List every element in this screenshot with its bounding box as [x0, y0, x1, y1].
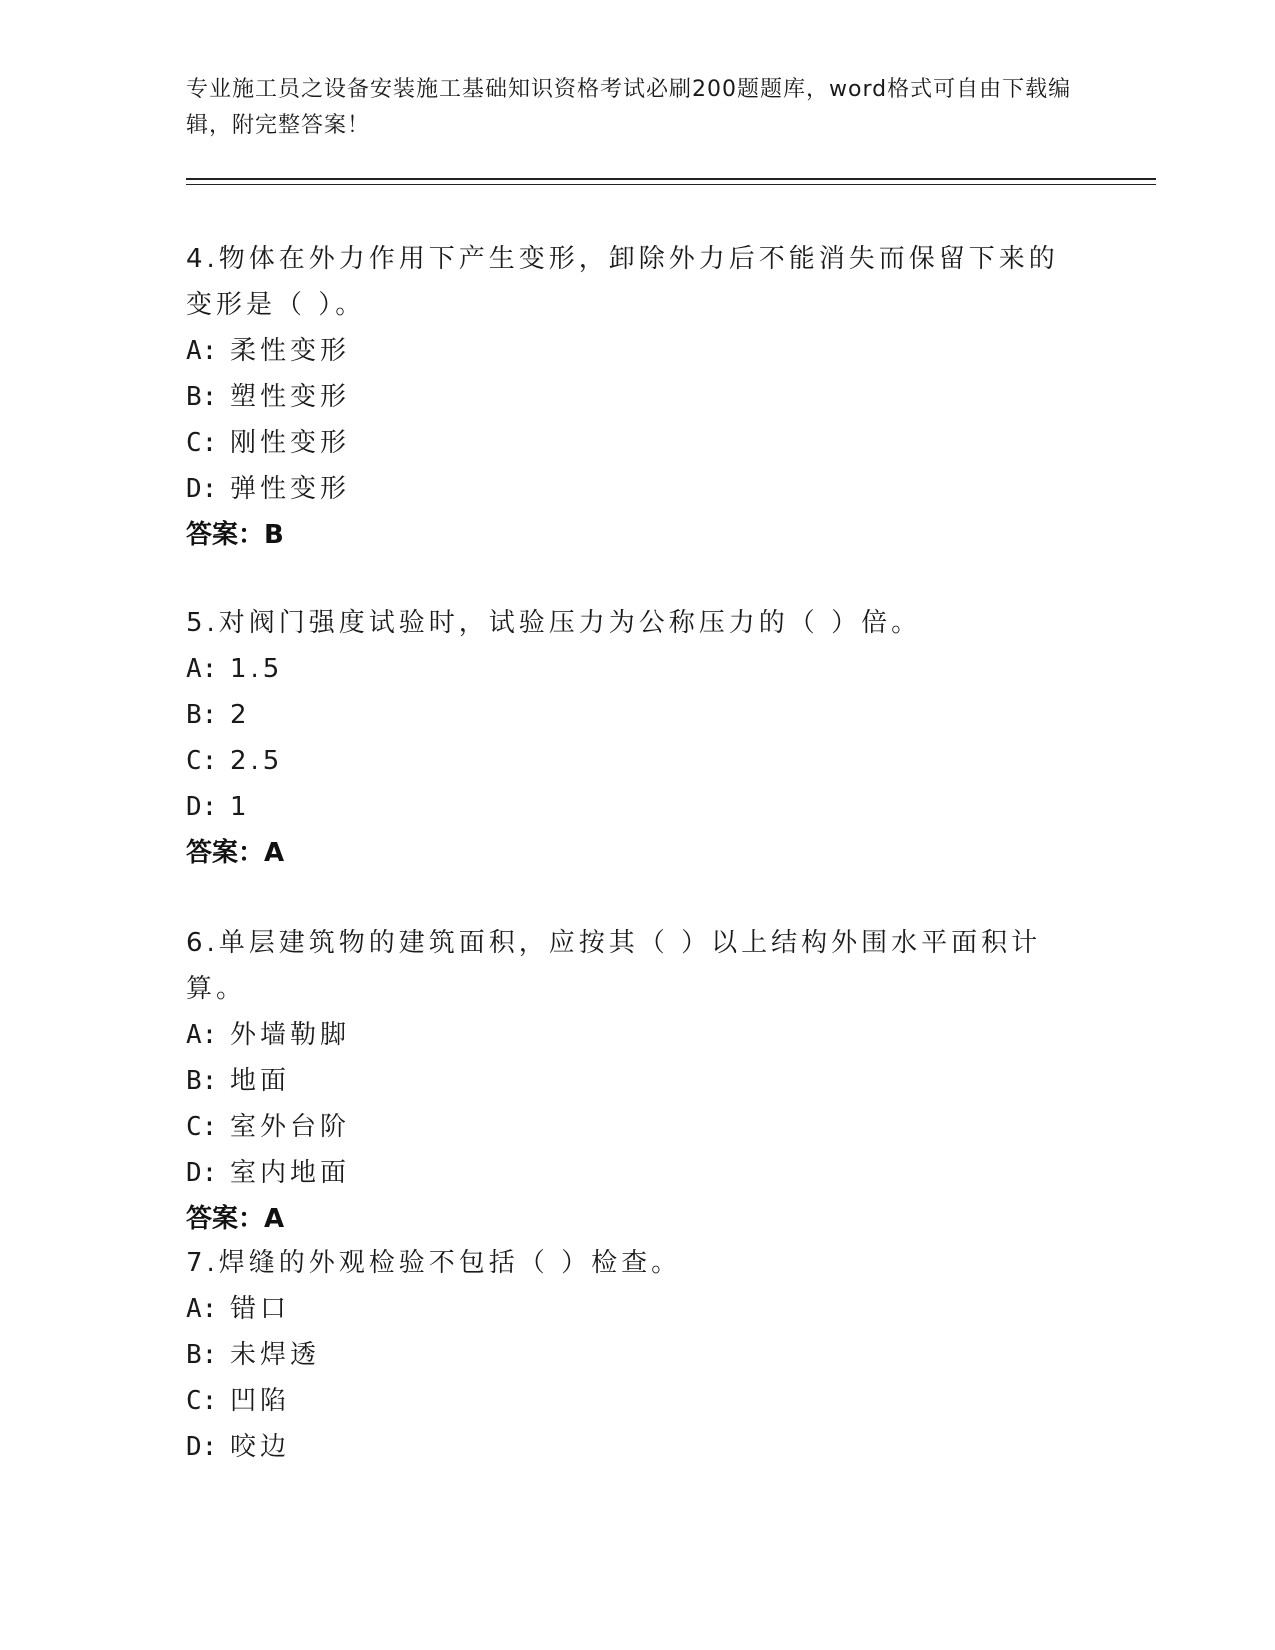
option-a — [186, 328, 1086, 374]
question-stem: 7.焊缝的外观检验不包括（ ）检查。 — [186, 1248, 682, 1278]
option-text: 室内地面 — [230, 1158, 351, 1188]
option-b — [186, 374, 1086, 420]
header-divider — [186, 178, 1156, 180]
question-stem: 6.单层建筑物的建筑面积，应按其（ ）以上结构外围水平面积计算。 — [186, 928, 1042, 1004]
option-letter: D: — [186, 474, 218, 504]
option-text: 1 — [230, 792, 251, 822]
option-letter: D: — [186, 1158, 218, 1188]
option-letter: C: — [186, 1112, 218, 1142]
question-stem: 4.物体在外力作用下产生变形，卸除外力后不能消失而保留下来的变形是（ ）。 — [186, 244, 1059, 320]
option-a — [186, 1286, 1086, 1332]
option-text: 未焊透 — [230, 1340, 321, 1370]
option-text: 刚性变形 — [230, 428, 351, 458]
option-d — [186, 784, 1086, 830]
option-c — [186, 738, 1086, 784]
option-a — [186, 1012, 1086, 1058]
option-d — [186, 1424, 1086, 1470]
option-c — [186, 1104, 1086, 1150]
option-letter: D: — [186, 1432, 218, 1462]
option-text: 柔性变形 — [230, 336, 351, 366]
option-letter: D: — [186, 792, 218, 822]
answer-line: 答案：A — [186, 1204, 285, 1234]
option-d — [186, 466, 1086, 512]
option-letter: A: — [186, 1294, 218, 1324]
option-letter: B: — [186, 1066, 218, 1096]
option-text: 2 — [230, 700, 251, 730]
option-text: 咬边 — [230, 1432, 291, 1462]
option-a — [186, 646, 1086, 692]
option-letter: C: — [186, 428, 218, 458]
option-text: 室外台阶 — [230, 1112, 351, 1142]
option-c — [186, 1378, 1086, 1424]
header-divider-thin — [186, 184, 1156, 185]
question-4 — [186, 236, 1086, 558]
option-letter: B: — [186, 1340, 218, 1370]
option-text: 错口 — [230, 1294, 291, 1324]
option-letter: A: — [186, 1020, 218, 1050]
option-letter: A: — [186, 336, 218, 366]
option-text: 外墙勒脚 — [230, 1020, 351, 1050]
option-b — [186, 1332, 1086, 1378]
question-7 — [186, 1240, 1086, 1470]
option-text: 凹陷 — [230, 1386, 291, 1416]
option-letter: A: — [186, 654, 218, 684]
question-stem: 5.对阀门强度试验时，试验压力为公称压力的（ ）倍。 — [186, 608, 922, 638]
option-b — [186, 692, 1086, 738]
option-text: 2.5 — [230, 746, 284, 776]
answer-line: 答案：A — [186, 838, 285, 868]
option-d — [186, 1150, 1086, 1196]
document-title: 专业施工员之设备安装施工基础知识资格考试必刷200题题库，word格式可自由下载编辑，附完整答案！ — [186, 77, 1072, 138]
answer-line: 答案：B — [186, 520, 284, 550]
option-letter: C: — [186, 746, 218, 776]
question-5 — [186, 600, 1086, 876]
option-text: 弹性变形 — [230, 474, 351, 504]
option-letter: C: — [186, 1386, 218, 1416]
option-text: 地面 — [230, 1066, 291, 1096]
option-text: 1.5 — [230, 654, 284, 684]
option-c — [186, 420, 1086, 466]
option-b — [186, 1058, 1086, 1104]
option-letter: B: — [186, 382, 218, 412]
question-6 — [186, 920, 1086, 1242]
option-text: 塑性变形 — [230, 382, 351, 412]
option-letter: B: — [186, 700, 218, 730]
